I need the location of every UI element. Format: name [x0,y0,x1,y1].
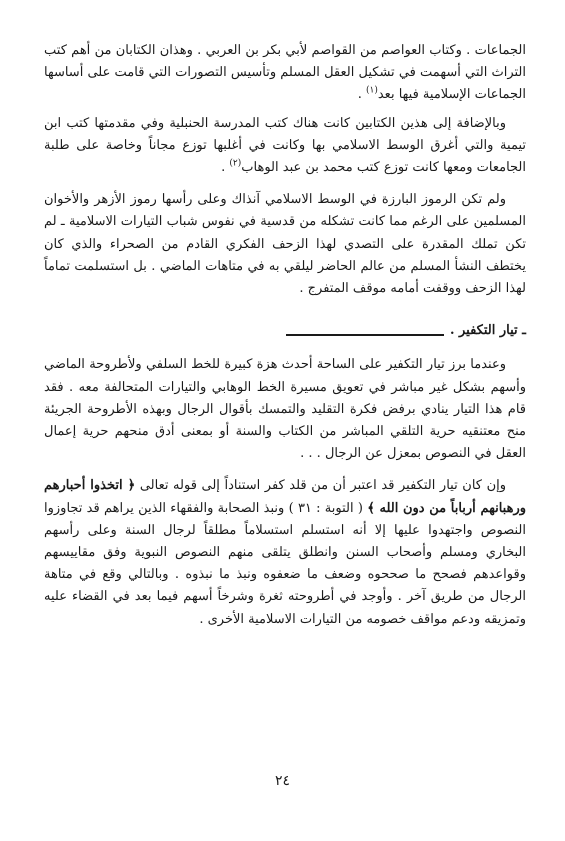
paragraph-4-text: وعندما برز تيار التكفير على الساحة أحدث هزة كبيرة للخط السلفي ولأطروحة الماضي وأسهم بشكل غير مباشر في تعويق مسيرة الخط الوهابي والتيارات المتحالفة معه . فقد قام هذا التيار ينادي برفض فكرة التقليد والتمسك بأقوال الرجال وبهذه الأطروحة الجريئة منح معتنقيه حرية التلقي المباشر من الكتاب والسنة أو بمعنى أدق منحهم حرية إعمال العقل في النصوص بمعزل عن الرجال . . . [44,357,526,462]
section-heading [44,320,526,342]
quran-quote: ﴿ اتخذوا أحبارهم ورهبانهم أرباباً من دون الله ﴾ [44,478,526,516]
page-body [44,40,526,631]
page-number: ٢٤ [274,773,291,789]
section-heading-text: ـ تيار التكفير . [449,323,526,339]
paragraph-5 [44,475,526,630]
paragraph-1 [44,40,526,107]
footnote-marker-1: (١) [365,86,378,97]
paragraph-3 [44,189,526,300]
footnote-marker-2: (٢) [229,158,242,169]
quran-reference: ( التوبة : ٣١ ) [288,500,363,516]
paragraph-2 [44,113,526,180]
paragraph-1-end: . [357,87,366,103]
paragraph-5-rest: ونبذ الصحابة والفقهاء الذين يراهم قد تجاوزوا النصوص واجتهدوا عليها إلا أنه استسلم استسلاماً مطلقاً لرجال السنة وعلى رأسهم البخاري ومسلم وأصحاب السنن وانطلق يتلقى منهم النصوص النبوية وفق مقاييسهم وقواعدهم فصحح ما صححوه وضعف ما ضعفوه ونبذ ما نبذوه . وبالتالي وقع في متاهة الرجال من طريق آخر . وأوجد في أطروحته ثغرة وشرخاً أسهم فيما بعد في القضاء عليه وتمزيقه ودعم مواقف خصومه من التيارات الاسلامية الأخرى . [44,500,526,627]
paragraph-4 [44,354,526,465]
paragraph-1-text: الجماعات . وكتاب العواصم من القواصم لأبي بكر بن العربي . وهذان الكتابان من أهم كتب التراث التي أسهمت في تشكيل العقل المسلم وتأسيس التصورات التي قامت على أساسها الجماعات الإسلامية فيها بعد [44,43,526,103]
paragraph-2-end: . [221,160,230,176]
paragraph-2-text: وبالإضافة إلى هذين الكتابين كانت هناك كتب المدرسة الحنبلية وفي مقدمتها كتب ابن تيمية والتي أغرق الوسط الاسلامي بها وكانت في أغلبها توزع مجاناً وخاصة على طلبة الجامعات ومعها كانت توزع كتب محمد بن عبد الوهاب [44,115,526,176]
section-heading-rule [286,334,444,336]
paragraph-5-intro: وإن كان تيار التكفير قد اعتبر أن من قلد كفر استناداً إلى قوله تعالى [139,478,506,494]
paragraph-3-text: ولم تكن الرموز البارزة في الوسط الاسلامي آنذاك وعلى رأسها رموز الأزهر والأخوان المسلمين على الرغم مما كانت تشكله من قدسية في نفوس شباب التيارات الاسلامية ـ لم تكن تملك المقدرة على التصدي لهذا الزحف الفكري القادم من الصحراء والذي كان يختطف النشأ المسلم من عالم الحاضر ليلقي به في متاهات الماضي . بل استسلمت تماماً لهذا الزحف ووقفت أمامه موقف المتفرج . [44,192,526,297]
